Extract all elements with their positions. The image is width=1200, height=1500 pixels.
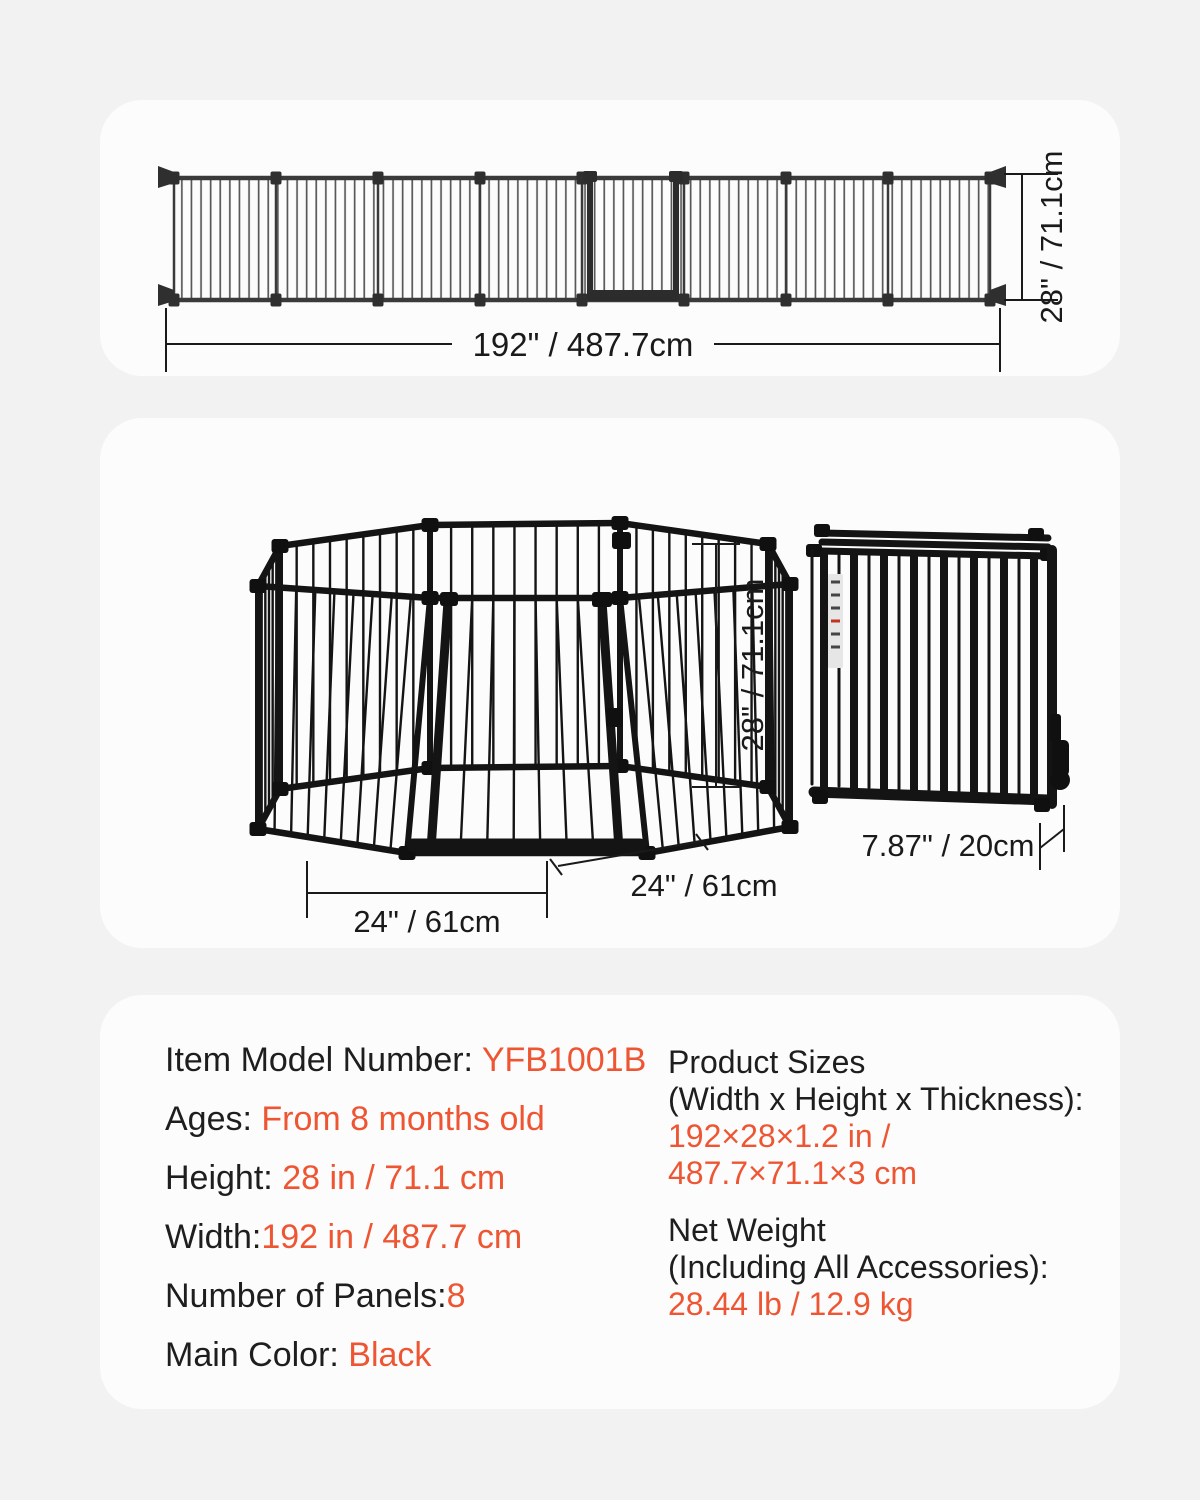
spec-label: Number of Panels:	[165, 1277, 447, 1315]
spec-label: Width:	[165, 1218, 262, 1256]
folded-panel	[806, 524, 1070, 812]
playpen-front-label: 24" / 61cm	[353, 904, 501, 939]
spec-value: 192×28×1.2 in /	[668, 1118, 891, 1154]
spec-block-net-weight	[668, 1212, 1098, 1323]
spec-label: Item Model Number:	[165, 1041, 482, 1079]
playpen-diagram-card	[100, 418, 1120, 948]
spec-value: 487.7×71.1×3 cm	[668, 1155, 918, 1191]
spec-row-height	[165, 1157, 646, 1199]
spec-value: YFB1001B	[481, 1041, 647, 1079]
folded-thickness-label: 7.87" / 20cm	[861, 828, 1035, 863]
fence-diagram	[100, 100, 1120, 376]
spec-label: Height:	[165, 1159, 283, 1197]
playpen-diagram	[100, 418, 1120, 948]
spec-value: 28.44 lb / 12.9 kg	[668, 1286, 914, 1322]
spec-value: 192 in / 487.7 cm	[261, 1218, 523, 1256]
spec-column-right	[668, 1044, 1098, 1343]
spec-value: Black	[348, 1336, 432, 1374]
spec-row-width	[165, 1216, 646, 1258]
fence-diagram-card	[100, 100, 1120, 376]
spec-row-model	[165, 1039, 646, 1081]
spec-row-panels	[165, 1275, 646, 1317]
spec-title: Product Sizes	[668, 1044, 866, 1080]
playpen-side-label: 24" / 61cm	[630, 868, 778, 903]
spec-block-product-sizes	[668, 1044, 1098, 1192]
spec-label: Ages:	[165, 1100, 262, 1138]
spec-row-ages	[165, 1098, 646, 1140]
spec-value: 8	[446, 1277, 466, 1315]
playpen-height-label: 28" / 71.1cm	[735, 578, 770, 752]
fence-height-label: 28" / 71.1cm	[1034, 150, 1069, 324]
fence-width-label: 192" / 487.7cm	[472, 326, 694, 363]
spec-card	[100, 995, 1120, 1409]
spec-column-left	[165, 1039, 646, 1393]
spec-title: Net Weight	[668, 1212, 826, 1248]
spec-row-color	[165, 1334, 646, 1376]
spec-label: Main Color:	[165, 1336, 349, 1374]
spec-value: 28 in / 71.1 cm	[282, 1159, 506, 1197]
spec-subtitle: (Including All Accessories):	[668, 1249, 1049, 1285]
spec-subtitle: (Width x Height x Thickness):	[668, 1081, 1084, 1117]
folded-thickness-dim	[1040, 805, 1064, 870]
spec-value: From 8 months old	[261, 1100, 545, 1138]
